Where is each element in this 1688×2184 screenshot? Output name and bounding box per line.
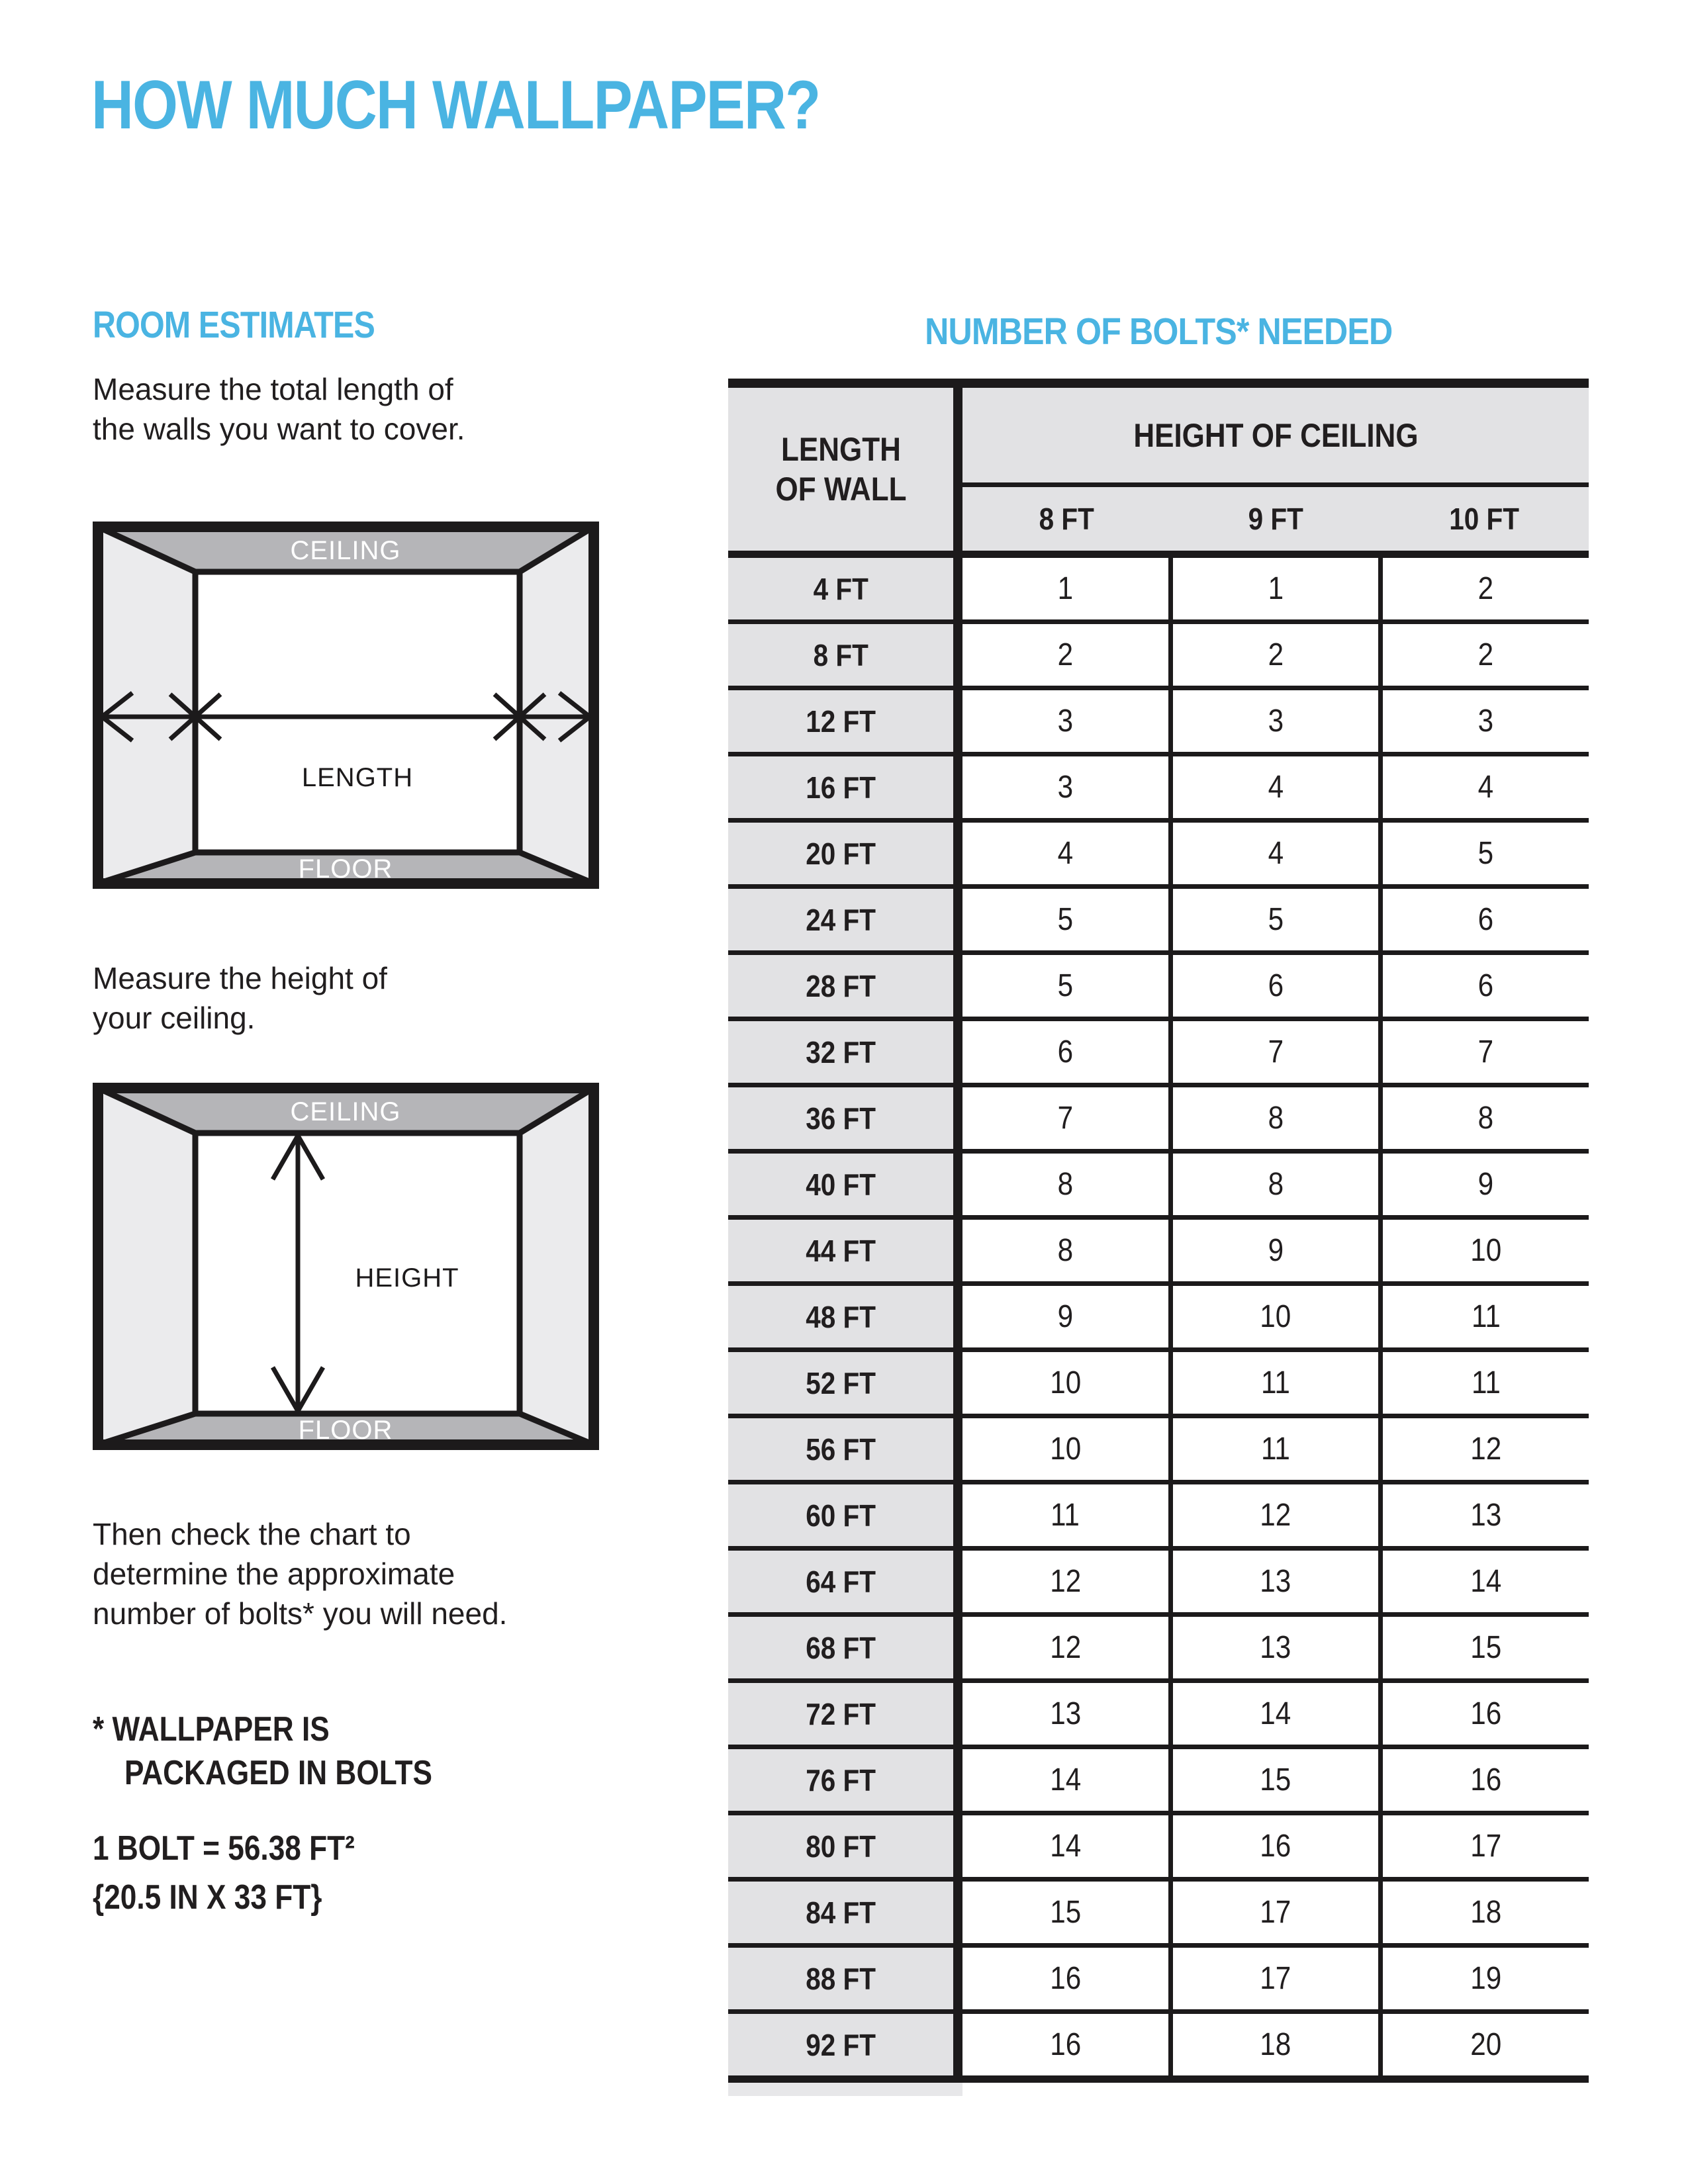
cell-value: 16 — [1383, 1683, 1589, 1745]
column-divider — [1168, 1484, 1173, 1546]
column-divider — [1168, 1683, 1173, 1745]
cell-value: 13 — [1173, 1617, 1379, 1678]
length-label: LENGTH — [301, 763, 414, 792]
column-divider — [1168, 690, 1173, 752]
column-divider — [1168, 624, 1173, 686]
col-header-length-of-wall: LENGTH OF WALL — [728, 388, 953, 551]
cell-value: 4 — [962, 823, 1168, 884]
column-divider — [1378, 889, 1383, 950]
column-divider — [1378, 1551, 1383, 1612]
cell-value: 11 — [1173, 1352, 1379, 1414]
table-row — [728, 1021, 1589, 1087]
cell-value: 17 — [1383, 1815, 1589, 1877]
sub-header-row — [962, 487, 1589, 551]
cell-value: 4 — [1173, 823, 1379, 884]
cell-value: 17 — [1173, 1882, 1379, 1943]
column-divider — [1378, 624, 1383, 686]
cell-value: 8 — [1173, 1154, 1379, 1215]
cell-value: 3 — [1383, 690, 1589, 752]
column-divider — [1168, 558, 1173, 619]
cell-value: 19 — [1383, 1948, 1589, 2009]
table-row — [728, 690, 1589, 756]
row-length-label: 12 FT — [728, 690, 953, 752]
column-divider — [1378, 756, 1383, 818]
column-divider — [1378, 1617, 1383, 1678]
table-row — [728, 889, 1589, 955]
cell-value: 16 — [962, 2014, 1168, 2075]
column-divider — [1168, 756, 1173, 818]
table-footer-strip — [728, 2083, 962, 2096]
table-row — [728, 624, 1589, 690]
row-length-label: 52 FT — [728, 1352, 953, 1414]
table-row — [728, 1286, 1589, 1352]
back-wall-plane — [195, 572, 520, 852]
table-row — [728, 756, 1589, 823]
cell-value: 18 — [1173, 2014, 1379, 2075]
row-length-label: 40 FT — [728, 1154, 953, 1215]
cell-value: 8 — [1173, 1087, 1379, 1149]
cell-value: 11 — [962, 1484, 1168, 1546]
cell-value: 10 — [962, 1352, 1168, 1414]
cell-value: 18 — [1383, 1882, 1589, 1943]
column-divider — [1378, 558, 1383, 619]
column-divider — [1378, 690, 1383, 752]
col-header-8ft: 8 FT — [1039, 502, 1095, 536]
bolts-needed-heading: NUMBER OF BOLTS* NEEDED — [924, 310, 1393, 353]
row-vertical-divider — [953, 1021, 962, 1083]
cell-value: 12 — [1173, 1484, 1379, 1546]
room-estimates-heading: ROOM ESTIMATES — [93, 304, 375, 346]
column-divider — [1168, 823, 1173, 884]
column-divider — [1378, 1749, 1383, 1811]
column-divider — [1168, 1352, 1173, 1414]
ceiling-label: CEILING — [290, 1097, 401, 1126]
column-divider — [1168, 1617, 1173, 1678]
cell-value: 13 — [962, 1683, 1168, 1745]
floor-label: FLOOR — [298, 854, 393, 884]
cell-value: 4 — [1173, 756, 1379, 818]
cell-value: 9 — [1383, 1154, 1589, 1215]
row-vertical-divider — [953, 1418, 962, 1480]
row-length-label: 68 FT — [728, 1617, 953, 1678]
table-row — [728, 1749, 1589, 1815]
row-length-label: 56 FT — [728, 1418, 953, 1480]
cell-value: 14 — [1383, 1551, 1589, 1612]
row-vertical-divider — [953, 1683, 962, 1745]
row-vertical-divider — [953, 1154, 962, 1215]
table-row — [728, 1352, 1589, 1418]
table-row — [728, 955, 1589, 1021]
column-divider — [1168, 1087, 1173, 1149]
row-length-label: 20 FT — [728, 823, 953, 884]
cell-value: 2 — [962, 624, 1168, 686]
row-vertical-divider — [953, 889, 962, 950]
table-row — [728, 1948, 1589, 2014]
column-divider — [1378, 1484, 1383, 1546]
table-header — [728, 388, 1589, 551]
cell-value: 7 — [962, 1087, 1168, 1149]
row-length-label: 76 FT — [728, 1749, 953, 1811]
cell-value: 20 — [1383, 2014, 1589, 2075]
floor-label: FLOOR — [298, 1416, 393, 1445]
page-title — [91, 66, 949, 145]
table-row — [728, 558, 1589, 624]
table-body — [728, 558, 1589, 2083]
table-row — [728, 2014, 1589, 2083]
row-vertical-divider — [953, 1815, 962, 1877]
cell-value: 12 — [1383, 1418, 1589, 1480]
column-divider — [1378, 2014, 1383, 2075]
col-header-height-of-ceiling: HEIGHT OF CEILING — [962, 388, 1589, 487]
cell-value: 5 — [1383, 823, 1589, 884]
cell-value: 16 — [1383, 1749, 1589, 1811]
row-length-label: 32 FT — [728, 1021, 953, 1083]
wallpaper-bolts-footnote: * WALLPAPER IS PACKAGED IN BOLTS — [93, 1710, 432, 1792]
header-vertical-divider — [953, 388, 962, 551]
column-divider — [1168, 1948, 1173, 2009]
column-divider — [1168, 2014, 1173, 2075]
right-wall-plane — [520, 1088, 594, 1445]
header-separator-line — [728, 551, 1589, 558]
row-vertical-divider — [953, 1286, 962, 1347]
cell-value: 6 — [962, 1021, 1168, 1083]
cell-value: 5 — [962, 889, 1168, 950]
row-length-label: 36 FT — [728, 1087, 953, 1149]
page-title-text: HOW MUCH WALLPAPER? — [91, 67, 820, 144]
row-vertical-divider — [953, 1882, 962, 1943]
column-divider — [1378, 1286, 1383, 1347]
cell-value: 15 — [962, 1882, 1168, 1943]
column-divider — [1168, 1749, 1173, 1811]
cell-value: 5 — [962, 955, 1168, 1017]
row-length-label: 64 FT — [728, 1551, 953, 1612]
column-divider — [1168, 1286, 1173, 1347]
cell-value: 4 — [1383, 756, 1589, 818]
cell-value: 6 — [1383, 955, 1589, 1017]
cell-value: 16 — [1173, 1815, 1379, 1877]
cell-value: 13 — [1383, 1484, 1589, 1546]
row-vertical-divider — [953, 823, 962, 884]
left-wall-plane — [98, 1088, 195, 1445]
column-divider — [1378, 1948, 1383, 2009]
row-vertical-divider — [953, 2014, 962, 2075]
table-row — [728, 1484, 1589, 1551]
cell-value: 6 — [1173, 955, 1379, 1017]
table-row — [728, 1418, 1589, 1484]
cell-value: 1 — [1173, 558, 1379, 619]
column-divider — [1168, 1815, 1173, 1877]
column-divider — [1378, 1815, 1383, 1877]
cell-value: 10 — [1173, 1286, 1379, 1347]
cell-value: 6 — [1383, 889, 1589, 950]
row-length-label: 92 FT — [728, 2014, 953, 2075]
cell-value: 11 — [1383, 1286, 1589, 1347]
cell-value: 11 — [1173, 1418, 1379, 1480]
row-vertical-divider — [953, 558, 962, 619]
table-row — [728, 1683, 1589, 1749]
row-length-label: 60 FT — [728, 1484, 953, 1546]
column-divider — [1378, 1154, 1383, 1215]
height-label: HEIGHT — [355, 1263, 459, 1293]
table-row — [728, 1087, 1589, 1154]
cell-value: 10 — [1383, 1220, 1589, 1281]
row-length-label: 84 FT — [728, 1882, 953, 1943]
row-length-label: 44 FT — [728, 1220, 953, 1281]
bolts-table — [728, 379, 1589, 2083]
column-divider — [1168, 1021, 1173, 1083]
room-length-diagram — [93, 522, 599, 889]
table-row — [728, 1220, 1589, 1286]
row-vertical-divider — [953, 1948, 962, 2009]
cell-value: 15 — [1173, 1749, 1379, 1811]
cell-value: 3 — [1173, 690, 1379, 752]
cell-value: 9 — [1173, 1220, 1379, 1281]
row-vertical-divider — [953, 1220, 962, 1281]
cell-value: 5 — [1173, 889, 1379, 950]
cell-value: 8 — [962, 1220, 1168, 1281]
column-divider — [1168, 889, 1173, 950]
cell-value: 16 — [962, 1948, 1168, 2009]
cell-value: 2 — [1383, 624, 1589, 686]
cell-value: 2 — [1173, 624, 1379, 686]
instruction-check-chart: Then check the chart to determine the approximate number of bolts* you will need. — [93, 1517, 508, 1631]
cell-value: 2 — [1383, 558, 1589, 619]
cell-value: 10 — [962, 1418, 1168, 1480]
column-divider — [1378, 1352, 1383, 1414]
ceiling-height-diagram — [93, 1083, 599, 1450]
cell-value: 3 — [962, 690, 1168, 752]
column-divider — [1378, 1882, 1383, 1943]
column-divider — [1378, 1087, 1383, 1149]
row-vertical-divider — [953, 1484, 962, 1546]
row-length-label: 16 FT — [728, 756, 953, 818]
column-divider — [1168, 1220, 1173, 1281]
cell-value: 11 — [1383, 1352, 1589, 1414]
column-divider — [1378, 823, 1383, 884]
row-vertical-divider — [953, 1617, 962, 1678]
col-header-9ft: 9 FT — [1248, 502, 1303, 536]
row-vertical-divider — [953, 690, 962, 752]
row-length-label: 48 FT — [728, 1286, 953, 1347]
column-divider — [1378, 955, 1383, 1017]
cell-value: 3 — [962, 756, 1168, 818]
col-header-10ft: 10 FT — [1449, 502, 1520, 536]
row-length-label: 80 FT — [728, 1815, 953, 1877]
cell-value: 14 — [1173, 1683, 1379, 1745]
table-row — [728, 1882, 1589, 1948]
cell-value: 17 — [1173, 1948, 1379, 2009]
column-divider — [1378, 1683, 1383, 1745]
row-length-label: 28 FT — [728, 955, 953, 1017]
row-length-label: 72 FT — [728, 1683, 953, 1745]
instruction-measure-height: Measure the height of your ceiling. — [93, 961, 387, 1035]
instruction-measure-length: Measure the total length of the walls you want to cover. — [93, 372, 465, 446]
row-length-label: 88 FT — [728, 1948, 953, 2009]
cell-value: 1 — [962, 558, 1168, 619]
column-divider — [1168, 1418, 1173, 1480]
column-divider — [1168, 1154, 1173, 1215]
column-divider — [1168, 1551, 1173, 1612]
column-divider — [1168, 1882, 1173, 1943]
cell-value: 8 — [962, 1154, 1168, 1215]
row-vertical-divider — [953, 756, 962, 818]
row-vertical-divider — [953, 1352, 962, 1414]
row-vertical-divider — [953, 1087, 962, 1149]
row-vertical-divider — [953, 624, 962, 686]
bolt-size-note: 1 BOLT = 56.38 FT² {20.5 IN X 33 FT} — [93, 1829, 355, 1917]
ceiling-label: CEILING — [290, 536, 401, 565]
cell-value: 14 — [962, 1749, 1168, 1811]
cell-value: 9 — [962, 1286, 1168, 1347]
table-row — [728, 823, 1589, 889]
row-vertical-divider — [953, 1749, 962, 1811]
row-length-label: 24 FT — [728, 889, 953, 950]
cell-value: 12 — [962, 1617, 1168, 1678]
table-row — [728, 1617, 1589, 1683]
cell-value: 8 — [1383, 1087, 1589, 1149]
row-length-label: 8 FT — [728, 624, 953, 686]
cell-value: 14 — [962, 1815, 1168, 1877]
table-row — [728, 1551, 1589, 1617]
column-divider — [1378, 1418, 1383, 1480]
cell-value: 12 — [962, 1551, 1168, 1612]
row-vertical-divider — [953, 1551, 962, 1612]
row-vertical-divider — [953, 955, 962, 1017]
column-divider — [1168, 955, 1173, 1017]
cell-value: 15 — [1383, 1617, 1589, 1678]
row-length-label: 4 FT — [728, 558, 953, 619]
cell-value: 13 — [1173, 1551, 1379, 1612]
column-divider — [1378, 1220, 1383, 1281]
cell-value: 7 — [1383, 1021, 1589, 1083]
table-top-bar — [728, 379, 1589, 388]
table-row — [728, 1154, 1589, 1220]
table-row — [728, 1815, 1589, 1882]
cell-value: 7 — [1173, 1021, 1379, 1083]
column-divider — [1378, 1021, 1383, 1083]
